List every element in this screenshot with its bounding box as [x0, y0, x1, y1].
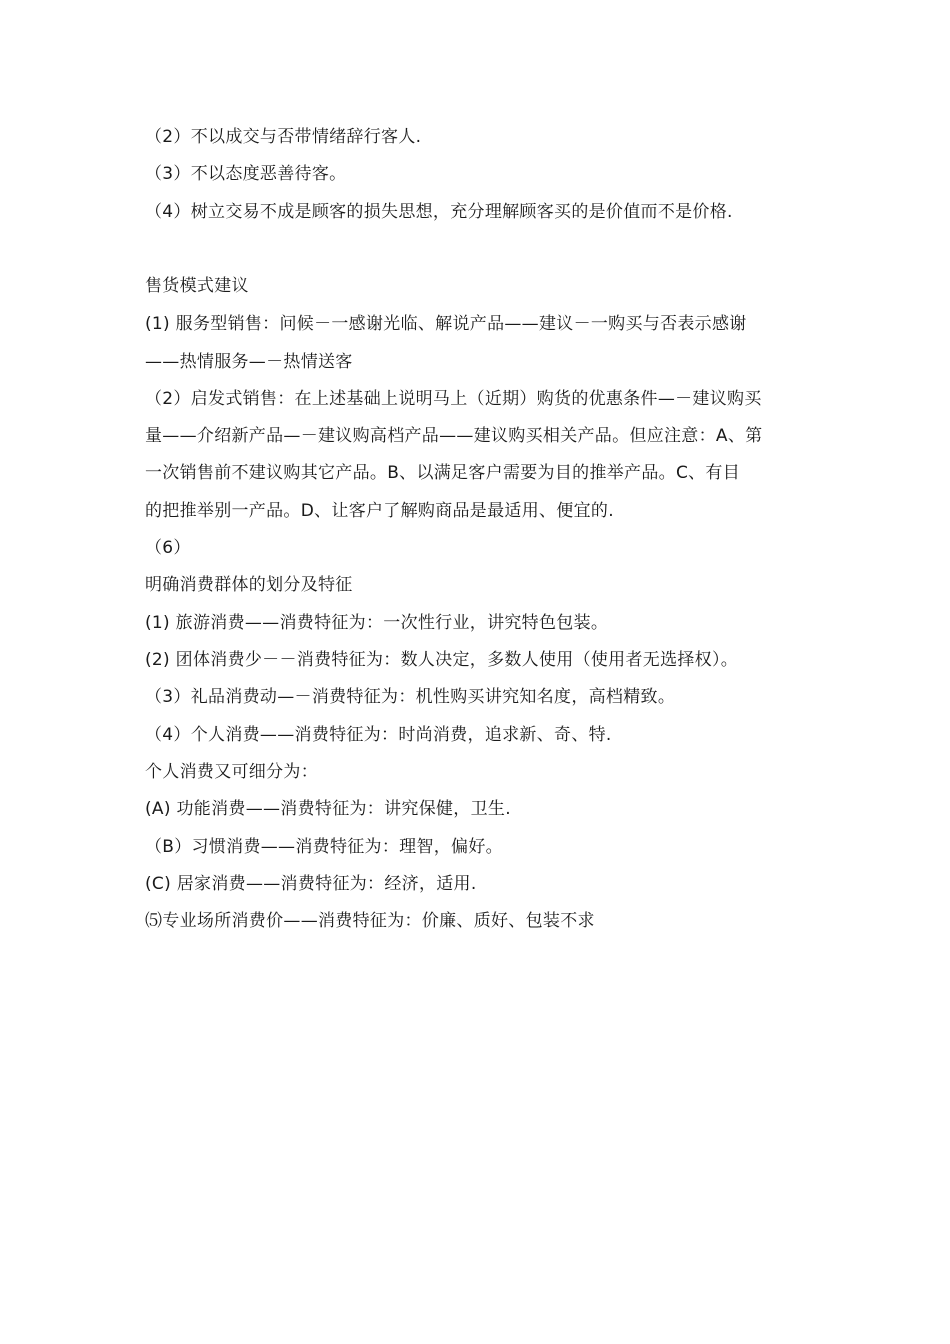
section-heading-sales-model: 售货模式建议 — [145, 276, 249, 296]
text-line-13: (1) 旅游消费——消费特征为：一次性行业，讲究特色包装。 — [145, 613, 609, 633]
section-heading-consumer-groups: 明确消费群体的划分及特征 — [145, 575, 353, 595]
text-line-19: （B）习惯消费——消费特征为：理智，偏好。 — [145, 837, 503, 857]
section-number: （6） — [145, 538, 191, 558]
text-line-16: （4）个人消费——消费特征为：时尚消费，追求新、奇、特. — [145, 725, 612, 745]
text-line-17: 个人消费又可细分为： — [145, 762, 318, 782]
text-line-2: （3）不以态度恶善待客。 — [145, 164, 347, 184]
text-line-7: （2）启发式销售：在上述基础上说明马上（近期）购货的优惠条件—－建议购买 — [145, 389, 762, 409]
text-line-15: （3）礼品消费动—－消费特征为：机性购买讲究知名度，高档精致。 — [145, 687, 676, 707]
text-line-9: 一次销售前不建议购其它产品。B、以满足客户需要为目的推举产品。C、有目 — [145, 463, 741, 483]
text-line-20: (C) 居家消费——消费特征为：经济，适用. — [145, 874, 477, 894]
text-line-3: （4）树立交易不成是顾客的损失思想，充分理解顾客买的是价值而不是价格. — [145, 202, 733, 222]
text-line-5: (1) 服务型销售：问候－一感谢光临、解说产品——建议－一购买与否表示感谢 — [145, 314, 747, 334]
text-line-1: （2）不以成交与否带情绪辞行客人. — [145, 127, 422, 147]
text-line-10: 的把推举别一产品。D、让客户了解购商品是最适用、便宜的. — [145, 501, 614, 521]
text-line-21: ⑸专业场所消费价——消费特征为：价廉、质好、包装不求 — [145, 911, 595, 931]
text-line-6: ——热情服务—－热情送客 — [145, 352, 353, 372]
text-line-8: 量——介绍新产品—－建议购高档产品——建议购买相关产品。但应注意：A、第 — [145, 426, 763, 446]
text-line-18: (A) 功能消费——消费特征为：讲究保健，卫生. — [145, 799, 511, 819]
text-line-14: (2) 团体消费少－－消费特征为：数人决定，多数人使用（使用者无选择权）。 — [145, 650, 739, 670]
